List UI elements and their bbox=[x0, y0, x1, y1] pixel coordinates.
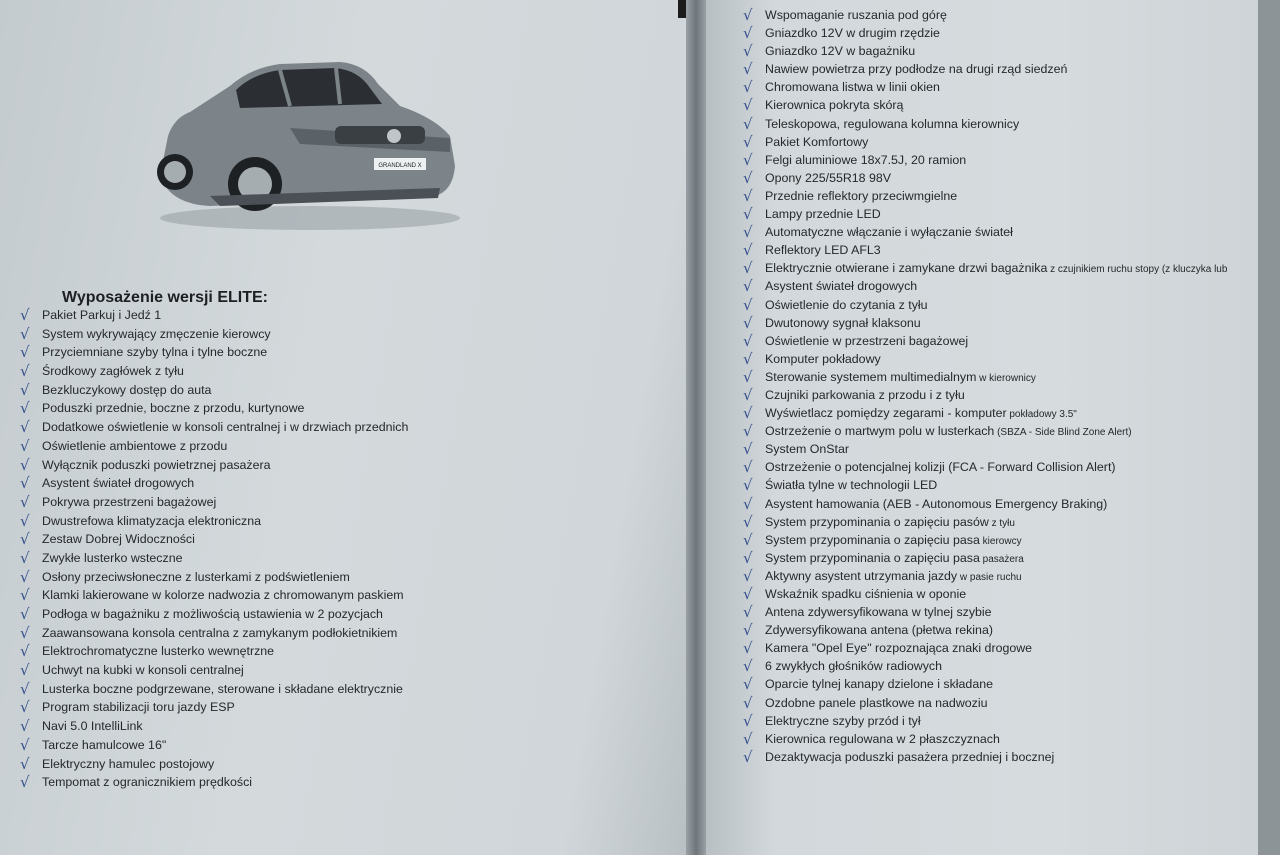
equipment-item-note: w kierownicy bbox=[976, 372, 1036, 384]
equipment-item bbox=[743, 60, 1227, 79]
equipment-item-label: Dwustrefowa klimatyzacja elektroniczna bbox=[42, 513, 261, 528]
equipment-item bbox=[743, 132, 1227, 151]
equipment-item-label: Ostrzeżenie o martwym polu w lusterkach bbox=[765, 424, 995, 439]
equipment-list-left bbox=[20, 306, 409, 792]
equipment-item-label: Wspomaganie ruszania pod górę bbox=[765, 8, 947, 22]
equipment-item-label: System przypominania o zapięciu pasów bbox=[765, 514, 989, 529]
equipment-item bbox=[743, 657, 1227, 676]
equipment-item-label: Tempomat z ogranicznikiem prędkości bbox=[42, 775, 253, 790]
equipment-item-label: Nawiew powietrza przy podłodze na drugi rząd siedzeń bbox=[765, 62, 1068, 77]
equipment-item bbox=[20, 642, 408, 661]
check-mark-icon: √ bbox=[743, 657, 753, 676]
check-mark-icon: √ bbox=[743, 404, 753, 423]
equipment-item bbox=[743, 404, 1227, 423]
check-mark-icon: √ bbox=[743, 186, 753, 205]
equipment-item bbox=[743, 422, 1227, 441]
equipment-item bbox=[743, 223, 1227, 242]
equipment-item bbox=[743, 114, 1227, 133]
check-mark-icon: √ bbox=[743, 259, 753, 278]
check-mark-icon: √ bbox=[20, 436, 30, 455]
equipment-item-label: Klamki lakierowane w kolorze nadwozia z chromowanym paskiem bbox=[42, 588, 404, 603]
equipment-item-label: Kamera "Opel Eye" rozpoznająca znaki drogowe bbox=[765, 641, 1033, 656]
equipment-item-label: Kierownica pokryta skórą bbox=[765, 98, 904, 113]
equipment-item-label: Zwykłe lusterko wsteczne bbox=[42, 550, 183, 565]
equipment-item bbox=[743, 78, 1227, 97]
check-mark-icon: √ bbox=[743, 512, 753, 531]
equipment-item-label: Elektrochromatyczne lusterko wewnętrzne bbox=[42, 644, 275, 659]
equipment-item-label: Sterowanie systemem multimedialnym bbox=[765, 369, 977, 384]
equipment-item-label: Elektrycznie otwierane i zamykane drzwi bagażnika bbox=[765, 261, 1048, 276]
check-mark-icon: √ bbox=[743, 675, 753, 694]
equipment-item-label: Poduszki przednie, boczne z przodu, kurtynowe bbox=[42, 401, 305, 416]
check-mark-icon: √ bbox=[743, 114, 753, 133]
equipment-item bbox=[743, 603, 1227, 622]
equipment-heading: Wyposażenie wersji ELITE: bbox=[62, 289, 268, 306]
car-image bbox=[150, 56, 460, 231]
equipment-item bbox=[20, 530, 408, 549]
check-mark-icon: √ bbox=[20, 455, 30, 474]
check-mark-icon: √ bbox=[20, 754, 30, 773]
check-mark-icon: √ bbox=[20, 661, 30, 680]
equipment-item bbox=[20, 717, 408, 736]
check-mark-icon: √ bbox=[743, 548, 753, 567]
equipment-item bbox=[20, 548, 408, 568]
equipment-item bbox=[743, 241, 1227, 260]
check-mark-icon: √ bbox=[743, 458, 753, 477]
equipment-item-label: Uchwyt na kubki w konsoli centralnej bbox=[42, 663, 244, 678]
equipment-item-label: Asystent świateł drogowych bbox=[42, 476, 195, 491]
equipment-item-label: Zestaw Dobrej Widoczności bbox=[42, 532, 195, 547]
equipment-item bbox=[743, 205, 1227, 224]
check-mark-icon: √ bbox=[743, 422, 753, 441]
equipment-item bbox=[20, 605, 408, 624]
check-mark-icon: √ bbox=[743, 132, 753, 151]
equipment-item bbox=[743, 512, 1227, 531]
check-mark-icon: √ bbox=[743, 78, 753, 97]
equipment-item-label: Osłony przeciwsłoneczne z lusterkami z podświetleniem bbox=[42, 569, 350, 584]
equipment-item bbox=[20, 418, 409, 437]
equipment-item bbox=[743, 385, 1227, 404]
check-mark-icon: √ bbox=[743, 585, 753, 603]
check-mark-icon: √ bbox=[743, 566, 753, 585]
check-mark-icon: √ bbox=[743, 530, 753, 549]
equipment-item-label: Gniazdko 12V w drugim rzędzie bbox=[765, 26, 940, 41]
equipment-item-label: Pokrywa przestrzeni bagażowej bbox=[42, 494, 217, 509]
equipment-item bbox=[20, 567, 408, 587]
check-mark-icon: √ bbox=[743, 494, 753, 513]
check-mark-icon: √ bbox=[743, 621, 753, 640]
equipment-item-note: pokładowy 3.5" bbox=[1006, 409, 1077, 421]
page-gutter bbox=[686, 0, 706, 855]
equipment-item-label: System wykrywający zmęczenie kierowcy bbox=[42, 326, 271, 341]
check-mark-icon: √ bbox=[743, 349, 753, 368]
check-mark-icon: √ bbox=[20, 306, 30, 324]
equipment-item-label: Wskaźnik spadku ciśnienia w oponie bbox=[765, 587, 967, 601]
equipment-item-label: Asystent hamowania (AEB - Autonomous Emergency Braking) bbox=[765, 496, 1108, 511]
equipment-item bbox=[743, 331, 1227, 350]
equipment-list-right bbox=[743, 6, 1228, 766]
equipment-item bbox=[20, 679, 408, 699]
check-mark-icon: √ bbox=[20, 474, 30, 493]
check-mark-icon: √ bbox=[743, 331, 753, 350]
check-mark-icon: √ bbox=[743, 747, 753, 766]
equipment-item-label: Elektryczny hamulec postojowy bbox=[42, 756, 215, 771]
check-mark-icon: √ bbox=[743, 150, 753, 169]
equipment-item bbox=[743, 295, 1227, 314]
equipment-item bbox=[20, 511, 408, 531]
check-mark-icon: √ bbox=[743, 711, 753, 730]
equipment-item-label: Automatyczne włączanie i wyłączanie świateł bbox=[765, 225, 1013, 240]
equipment-item bbox=[743, 349, 1227, 368]
equipment-item-label: Aktywny asystent utrzymania jazdy bbox=[765, 568, 958, 583]
equipment-item bbox=[743, 621, 1227, 640]
equipment-item bbox=[20, 474, 408, 493]
equipment-item bbox=[20, 492, 408, 512]
equipment-item bbox=[743, 367, 1227, 386]
equipment-item-label: Opony 225/55R18 98V bbox=[765, 170, 892, 185]
equipment-item-label: Antena zdywersyfikowana w tylnej szybie bbox=[765, 605, 992, 620]
equipment-item-label: Zaawansowana konsola centralna z zamykanym podłokietnikiem bbox=[42, 625, 398, 640]
check-mark-icon: √ bbox=[20, 605, 30, 623]
equipment-item-label: Oparcie tylnej kanapy dzielone i składane bbox=[765, 677, 993, 692]
check-mark-icon: √ bbox=[20, 530, 30, 549]
equipment-item-label: Światła tylne w technologii LED bbox=[765, 478, 938, 493]
equipment-item-label: 6 zwykłych głośników radiowych bbox=[765, 659, 942, 674]
equipment-item bbox=[20, 436, 408, 456]
equipment-item bbox=[743, 186, 1227, 205]
equipment-item-note: z czujnikiem ruchu stopy (z kluczyka lub bbox=[1047, 264, 1228, 276]
car-badge-text: GRANDLAND X bbox=[378, 163, 422, 169]
equipment-item-label: Pakiet Parkuj i Jedź 1 bbox=[42, 308, 162, 322]
check-mark-icon: √ bbox=[20, 773, 30, 792]
equipment-item-label: Ostrzeżenie o potencjalnej kolizji (FCA - Forward Collision Alert) bbox=[765, 460, 1116, 475]
equipment-item-label: Bezkluczykowy dostęp do auta bbox=[42, 382, 212, 397]
equipment-item bbox=[20, 586, 408, 605]
equipment-item bbox=[20, 380, 408, 400]
check-mark-icon: √ bbox=[743, 313, 753, 332]
check-mark-icon: √ bbox=[743, 440, 753, 459]
equipment-item bbox=[743, 693, 1227, 712]
check-mark-icon: √ bbox=[743, 24, 753, 43]
equipment-item-label: Tarcze hamulcowe 16" bbox=[42, 737, 167, 752]
check-mark-icon: √ bbox=[743, 295, 753, 314]
check-mark-icon: √ bbox=[20, 717, 30, 736]
check-mark-icon: √ bbox=[20, 511, 30, 530]
equipment-item-label: Podłoga w bagażniku z możliwością ustawienia w 2 pozycjach bbox=[42, 607, 383, 621]
equipment-item bbox=[743, 639, 1227, 658]
check-mark-icon: √ bbox=[20, 586, 30, 605]
check-mark-icon: √ bbox=[743, 60, 753, 79]
equipment-item-label: Przednie reflektory przeciwmgielne bbox=[765, 188, 958, 203]
equipment-item-label: Oświetlenie do czytania z tyłu bbox=[765, 297, 928, 312]
check-mark-icon: √ bbox=[743, 277, 753, 296]
equipment-item bbox=[743, 168, 1227, 187]
equipment-item-label: Zdywersyfikowana antena (płetwa rekina) bbox=[765, 623, 993, 638]
equipment-item bbox=[20, 399, 408, 418]
equipment-item bbox=[20, 343, 408, 362]
equipment-item-label: Lusterka boczne podgrzewane, sterowane i składane elektrycznie bbox=[42, 681, 403, 696]
equipment-item-label: System przypominania o zapięciu pasa bbox=[765, 532, 980, 547]
check-mark-icon: √ bbox=[743, 385, 753, 404]
equipment-item-label: Wyłącznik poduszki powietrznej pasażera bbox=[42, 457, 271, 472]
equipment-item-note: z tyłu bbox=[988, 517, 1015, 529]
check-mark-icon: √ bbox=[20, 362, 30, 381]
equipment-item-label: Asystent świateł drogowych bbox=[765, 279, 918, 294]
equipment-item bbox=[743, 566, 1227, 585]
equipment-item-note: kierowcy bbox=[979, 535, 1022, 547]
check-mark-icon: √ bbox=[743, 205, 753, 224]
check-mark-icon: √ bbox=[20, 380, 30, 399]
check-mark-icon: √ bbox=[743, 168, 753, 187]
equipment-item bbox=[743, 6, 1227, 24]
equipment-item bbox=[743, 548, 1227, 567]
check-mark-icon: √ bbox=[743, 6, 753, 24]
check-mark-icon: √ bbox=[20, 324, 30, 343]
check-mark-icon: √ bbox=[743, 693, 753, 712]
check-mark-icon: √ bbox=[20, 567, 30, 586]
equipment-item-label: Felgi aluminiowe 18x7.5J, 20 ramion bbox=[765, 152, 967, 167]
equipment-item-label: Navi 5.0 IntelliLink bbox=[42, 719, 143, 734]
equipment-item bbox=[743, 313, 1227, 332]
check-mark-icon: √ bbox=[20, 698, 30, 717]
equipment-item-label: Oświetlenie w przestrzeni bagażowej bbox=[765, 333, 969, 348]
check-mark-icon: √ bbox=[20, 642, 30, 661]
equipment-item bbox=[743, 42, 1227, 61]
equipment-item bbox=[20, 661, 408, 680]
equipment-item-label: Ozdobne panele plastkowe na nadwoziu bbox=[765, 695, 988, 710]
check-mark-icon: √ bbox=[20, 679, 30, 698]
check-mark-icon: √ bbox=[20, 735, 30, 754]
check-mark-icon: √ bbox=[743, 96, 753, 115]
equipment-item bbox=[743, 259, 1228, 278]
equipment-item bbox=[743, 585, 1227, 603]
page-tab-mark bbox=[678, 0, 686, 18]
equipment-item bbox=[743, 530, 1227, 549]
equipment-item-label: System OnStar bbox=[765, 442, 850, 457]
equipment-item bbox=[20, 455, 408, 475]
equipment-item-label: System przypominania o zapięciu pasa bbox=[765, 550, 980, 565]
equipment-item-label: Pakiet Komfortowy bbox=[765, 134, 869, 149]
check-mark-icon: √ bbox=[743, 241, 753, 260]
equipment-item-label: Wyświetlacz pomiędzy zegarami - komputer bbox=[765, 406, 1007, 421]
equipment-item-label: Czujniki parkowania z przodu i z tyłu bbox=[765, 387, 965, 402]
equipment-item-label: Teleskopowa, regulowana kolumna kierownicy bbox=[765, 116, 1020, 131]
check-mark-icon: √ bbox=[20, 623, 30, 642]
equipment-item bbox=[743, 277, 1227, 296]
equipment-item bbox=[20, 735, 408, 755]
equipment-item bbox=[743, 458, 1227, 477]
check-mark-icon: √ bbox=[743, 639, 753, 658]
equipment-item-label: Przyciemniane szyby tylna i tylne boczne bbox=[42, 345, 268, 360]
equipment-item-label: Reflektory LED AFL3 bbox=[765, 243, 881, 258]
check-mark-icon: √ bbox=[20, 399, 30, 418]
equipment-item-label: Oświetlenie ambientowe z przodu bbox=[42, 438, 228, 453]
equipment-item bbox=[743, 24, 1227, 43]
equipment-item bbox=[743, 711, 1227, 730]
check-mark-icon: √ bbox=[743, 729, 753, 748]
equipment-item bbox=[20, 324, 408, 344]
equipment-item-label: Dezaktywacja poduszki pasażera przedniej i bocznej bbox=[765, 749, 1055, 764]
equipment-item-label: Dwutonowy sygnał klaksonu bbox=[765, 315, 921, 330]
equipment-item-label: Dodatkowe oświetlenie w konsoli centralnej i w drzwiach przednich bbox=[42, 420, 409, 435]
check-mark-icon: √ bbox=[743, 42, 753, 61]
equipment-item-label: Lampy przednie LED bbox=[765, 207, 881, 222]
equipment-item-label: Elektryczne szyby przód i tył bbox=[765, 713, 921, 728]
equipment-item-note: (SBZA - Side Blind Zone Alert) bbox=[994, 427, 1132, 439]
equipment-item bbox=[743, 729, 1227, 748]
equipment-item-label: Środkowy zagłówek z tyłu bbox=[42, 364, 184, 379]
equipment-item bbox=[743, 747, 1227, 766]
equipment-item bbox=[743, 150, 1227, 169]
equipment-item bbox=[20, 306, 408, 325]
equipment-item bbox=[20, 698, 408, 717]
check-mark-icon: √ bbox=[20, 548, 30, 567]
equipment-item-note: w pasie ruchu bbox=[957, 571, 1022, 583]
equipment-item bbox=[743, 476, 1227, 495]
equipment-item bbox=[20, 773, 408, 792]
check-mark-icon: √ bbox=[743, 367, 753, 386]
equipment-item-label: Program stabilizacji toru jazdy ESP bbox=[42, 700, 235, 715]
check-mark-icon: √ bbox=[20, 492, 30, 511]
equipment-item bbox=[20, 623, 408, 643]
equipment-item-label: Komputer pokładowy bbox=[765, 351, 881, 366]
check-mark-icon: √ bbox=[743, 603, 753, 622]
check-mark-icon: √ bbox=[743, 476, 753, 495]
check-mark-icon: √ bbox=[20, 418, 30, 437]
equipment-item bbox=[743, 494, 1227, 513]
equipment-item-label: Chromowana listwa w linii okien bbox=[765, 80, 940, 95]
equipment-item bbox=[20, 754, 408, 774]
check-mark-icon: √ bbox=[743, 223, 753, 242]
check-mark-icon: √ bbox=[20, 343, 30, 362]
equipment-item bbox=[743, 96, 1227, 115]
right-edge-shadow bbox=[1258, 0, 1280, 855]
equipment-item bbox=[743, 675, 1227, 694]
equipment-item bbox=[20, 362, 408, 381]
equipment-item-note: pasażera bbox=[979, 553, 1024, 565]
equipment-item bbox=[743, 440, 1227, 459]
equipment-item-label: Gniazdko 12V w bagażniku bbox=[765, 44, 916, 59]
equipment-item-label: Kierownica regulowana w 2 płaszczyznach bbox=[765, 731, 1000, 746]
